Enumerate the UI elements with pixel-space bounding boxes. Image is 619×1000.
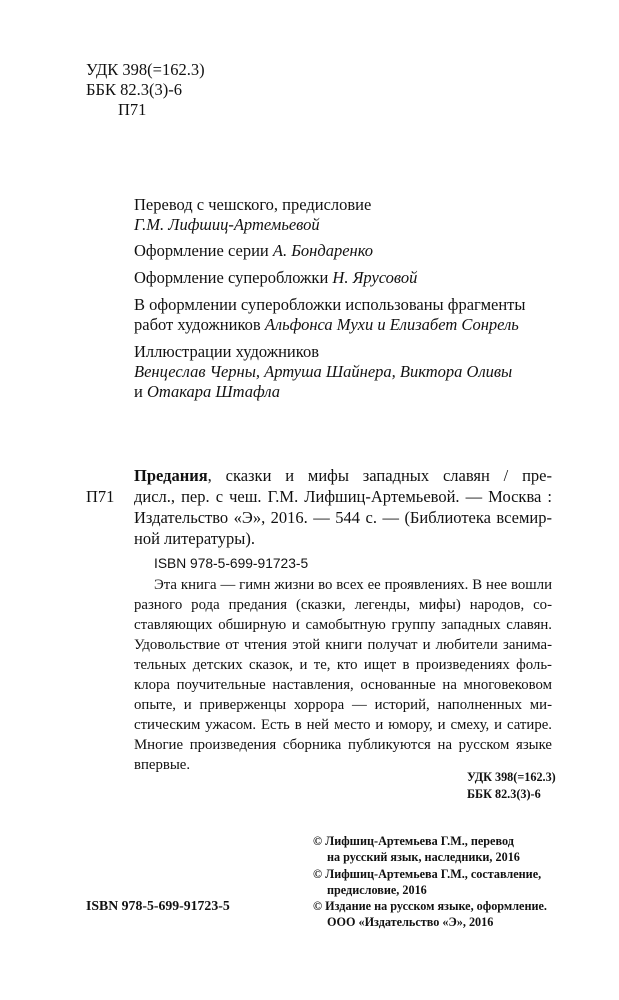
catalog-title: Предания (134, 466, 208, 485)
jacket-designer-name: Н. Ярусовой (332, 268, 418, 287)
copyright-3-line-1: © Издание на русском языке, оформление. (313, 899, 547, 913)
annotation-line-9: Многие произведения сборника публикуются на русском языке (134, 737, 552, 753)
translator-name: Г.М. Лифшиц-Артемьевой (134, 215, 320, 234)
series-designer-name: А. Бондаренко (272, 241, 374, 260)
annotation-line-10: впервые. (134, 757, 191, 773)
fragments-line-2 (134, 315, 519, 336)
isbn-bottom: ISBN 978-5-699-91723-5 (86, 898, 230, 913)
catalog-line-3: Издательство «Э», 2016. — 544 с. — (Библиотека всемир- (134, 508, 552, 527)
illustrators-line-1: Венцеслав Черны, Артуша Шайнера, Виктора Оливы (134, 362, 513, 381)
illustrators-name-2: Отакара Штафла (146, 382, 280, 401)
fragments-line-1: В оформлении суперобложки использованы фрагменты (134, 295, 526, 314)
annotation-line-3: ставляющих обширную и самобытную группу западных славян. (134, 617, 552, 633)
translation-label: Перевод с чешского, предисловие (134, 195, 372, 214)
annotation-line-8: стическим ужасом. Есть в ней место и юмору, и смеху, и сатире. (134, 717, 552, 733)
annotation-line-1: Эта книга — гимн жизни во всех ее проявлениях. В нее вошли (154, 577, 552, 593)
catalog-mark: П71 (86, 487, 115, 506)
bbk-code-top: ББК 82.3(3)-6 (86, 80, 182, 99)
copyright-3-line-2: ООО «Издательство «Э», 2016 (327, 915, 494, 929)
jacket-design-label: Оформление суперобложки (134, 268, 329, 287)
series-design-label: Оформление серии (134, 241, 269, 260)
copyright-1-line-2: на русский язык, наследники, 2016 (327, 850, 520, 864)
udk-code-top: УДК 398(=162.3) (86, 60, 205, 79)
fragments-label: работ художников (134, 315, 261, 334)
illustrators-line-2 (134, 382, 280, 403)
annotation-line-2: разного рода предания (сказки, легенды, мифы) народов, со- (134, 597, 552, 613)
series-design-line (134, 241, 373, 262)
udk-code-bottom: УДК 398(=162.3) (467, 770, 556, 784)
catalog-line-1 (134, 466, 552, 487)
annotation-line-5: тельных детских сказок, и те, кто ищет в произведениях фоль- (134, 657, 552, 673)
copyright-2-line-1: © Лифшиц-Артемьева Г.М., составление, (313, 867, 542, 881)
copyright-2-line-2: предисловие, 2016 (327, 883, 427, 897)
illustrations-label: Иллюстрации художников (134, 342, 319, 361)
bbk-code-bottom: ББК 82.3(3)-6 (467, 787, 541, 801)
annotation-line-4: Удовольствие от чтения этой книги получат и любители занима- (134, 637, 552, 653)
annotation-line-6: клора поучительные наставления, основанные на многовековом (134, 677, 552, 693)
annotation-line-7: опыте, и приверженцы хоррора — историй, наполненных ми- (134, 697, 552, 713)
copyright-1-line-1: © Лифшиц-Артемьева Г.М., перевод (313, 834, 514, 848)
catalog-isbn: ISBN 978-5-699-91723-5 (154, 556, 309, 571)
fragments-artists: Альфонса Мухи и Елизабет Сонрель (264, 315, 519, 334)
jacket-design-line (134, 268, 417, 289)
catalog-line-2: дисл., пер. с чеш. Г.М. Лифшиц-Артемьевой. — Москва : (134, 487, 552, 506)
illustrators-and: и (134, 382, 143, 401)
catalog-line-1-rest: , сказки и мифы западных славян / пре- (207, 466, 552, 485)
catalog-line-4: ной литературы). (134, 529, 255, 548)
author-mark-top: П71 (118, 100, 147, 119)
